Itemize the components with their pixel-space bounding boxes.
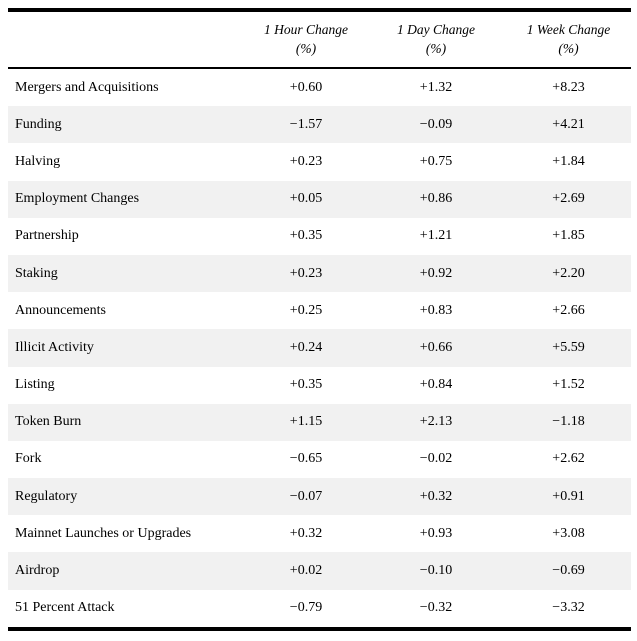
hour-change-value: +0.25 [289,302,323,318]
day-change-value: −0.09 [419,116,453,132]
hour-change-value: +0.60 [289,79,323,95]
table-row [8,515,631,552]
week-change-header-line1: 1 Week Change [526,22,611,38]
hour-change-value: +1.15 [289,414,323,430]
row-category-label: Funding [15,116,62,132]
hour-change-value: +0.23 [289,153,323,169]
row-category-label: Fork [15,451,42,467]
week-change-value: +1.85 [552,228,585,244]
day-change-value: −0.10 [419,563,453,579]
week-change-value: +2.62 [552,451,585,467]
day-change-column-header [366,21,506,57]
week-change-value: +0.91 [552,488,585,504]
day-change-value: +0.83 [419,302,453,318]
row-category-label: Partnership [15,228,79,244]
table-row [8,329,631,366]
hour-change-value: −0.65 [289,451,323,467]
hour-change-header-line2: (%) [295,40,317,56]
day-change-value: +0.84 [419,377,453,393]
table-bottom-rule [8,627,631,631]
week-change-value: +8.23 [552,79,585,95]
table-row [8,590,631,627]
table-row [8,143,631,180]
hour-change-value: +0.02 [289,563,323,579]
table-row [8,292,631,329]
row-category-label: Listing [15,377,55,393]
row-category-label: Staking [15,265,58,281]
week-change-value: +2.20 [552,265,585,281]
day-change-value: −0.02 [419,451,453,467]
table-row [8,69,631,106]
day-change-value: +0.93 [419,525,453,541]
day-change-value: +2.13 [419,414,453,430]
hour-change-value: +0.24 [289,339,323,355]
row-category-label: Employment Changes [15,191,140,207]
row-category-label: Mainnet Launches or Upgrades [15,525,192,541]
hour-change-value: −1.57 [289,116,323,132]
hour-change-value: +0.32 [289,525,323,541]
day-change-value: +1.21 [419,228,453,244]
week-change-column-header [506,21,631,57]
day-change-header-line2: (%) [425,40,447,56]
hour-change-column-header [246,21,366,57]
table-body [8,69,631,627]
table-header-row [8,12,631,69]
hour-change-value: −0.07 [289,488,323,504]
day-change-value: −0.32 [419,600,453,616]
week-change-value: +1.84 [552,153,585,169]
week-change-value: +4.21 [552,116,585,132]
week-change-value: +2.69 [552,191,585,207]
row-category-label: Announcements [15,302,106,318]
day-change-value: +0.92 [419,265,453,281]
day-change-value: +0.66 [419,339,453,355]
price-change-table [8,8,631,631]
week-change-value: −0.69 [552,563,585,579]
day-change-value: +0.32 [419,488,453,504]
row-category-label: Token Burn [15,414,82,430]
row-category-label: Mergers and Acquisitions [15,79,159,95]
row-category-label: Halving [15,153,61,169]
row-category-label: Airdrop [15,563,60,579]
week-change-value: +1.52 [552,377,585,393]
row-category-label: 51 Percent Attack [15,600,115,616]
table-row [8,367,631,404]
table-row [8,106,631,143]
week-change-value: +3.08 [552,525,585,541]
hour-change-value: +0.05 [289,191,323,207]
table-row [8,478,631,515]
hour-change-value: −0.79 [289,600,323,616]
table-row [8,255,631,292]
table-row [8,404,631,441]
week-change-value: −1.18 [552,414,585,430]
day-change-header-line1: 1 Day Change [397,22,475,38]
table-row [8,441,631,478]
table-row [8,552,631,589]
week-change-value: +5.59 [552,339,585,355]
hour-change-value: +0.35 [289,377,323,393]
row-category-label: Illicit Activity [15,339,94,355]
hour-change-header-line1: 1 Hour Change [264,22,348,38]
hour-change-value: +0.35 [289,228,323,244]
table-row [8,218,631,255]
table-row [8,181,631,218]
week-change-value: +2.66 [552,302,585,318]
day-change-value: +0.75 [419,153,453,169]
day-change-value: +0.86 [419,191,453,207]
hour-change-value: +0.23 [289,265,323,281]
week-change-header-line2: (%) [558,40,579,56]
day-change-value: +1.32 [419,79,453,95]
row-category-label: Regulatory [15,488,78,504]
week-change-value: −3.32 [552,600,585,616]
